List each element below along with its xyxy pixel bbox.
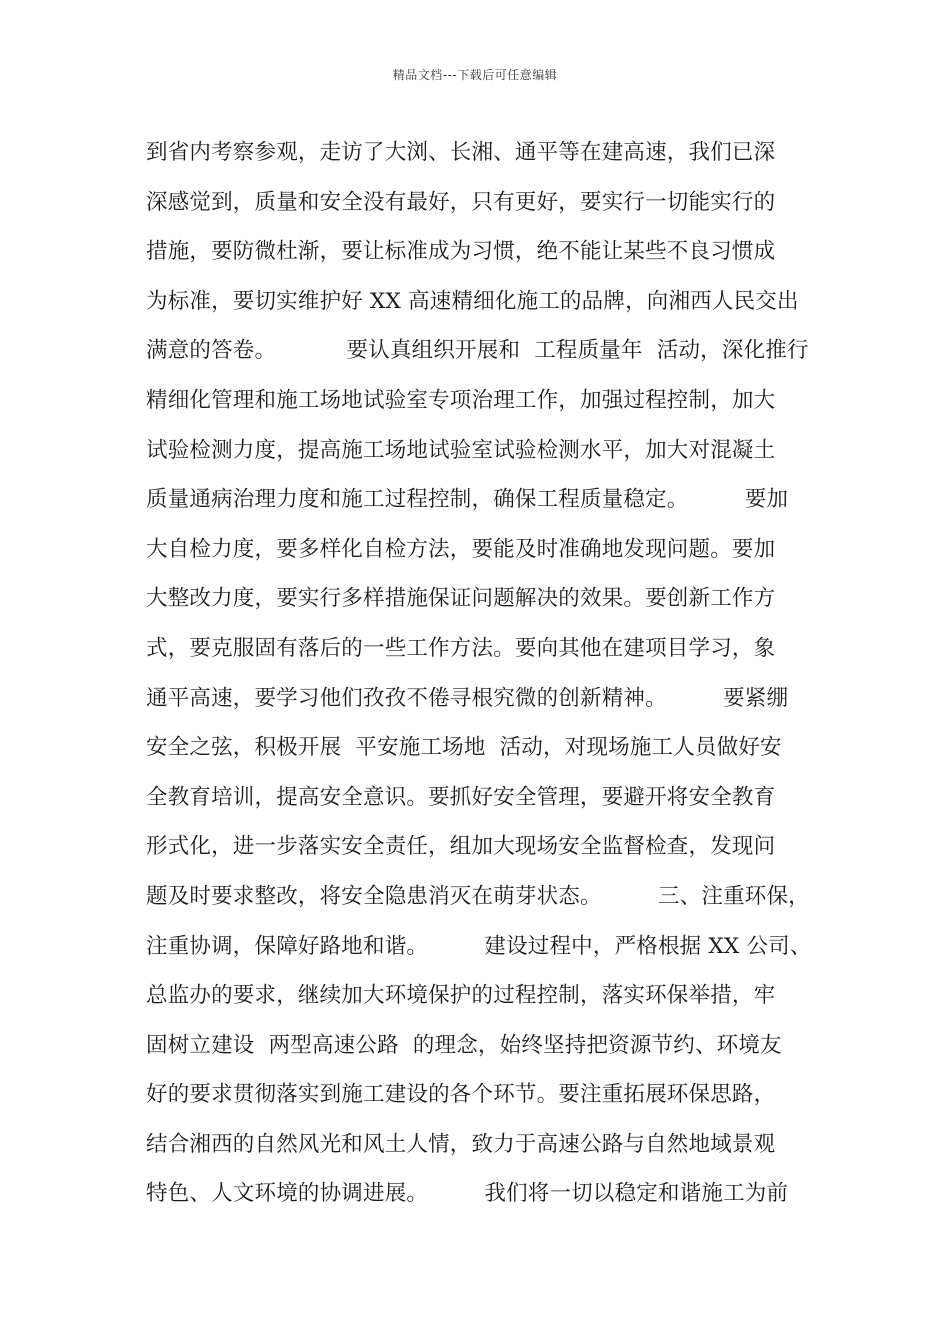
text-line: 总监办的要求，继续加大环境保护的过程控制，落实环保举措，牢 [146,983,776,1009]
text-line: 结合湘西的自然风光和风土人情，致力于高速公路与自然地域景观 [146,1131,776,1157]
text-line: 精细化管理和施工场地试验室专项治理工作，加强过程控制，加大 [146,387,776,413]
text-line: 形式化，进一步落实安全责任，组加大现场安全监督检查，发现问 [146,834,776,860]
text-line: 大整改力度，要实行多样措施保证问题解决的效果。要创新工作方 [146,586,776,612]
page-header: 精品文档---下载后可任意编辑 [392,68,558,82]
text-line: 质量通病治理力度和施工过程控制，确保工程质量稳定。 要加 [146,487,789,513]
text-line: 题及时要求整改，将安全隐患消灭在萌芽状态。 三、注重环保， [146,883,810,909]
text-line: 为标准，要切实维护好 XX 高速精细化施工的品牌，向湘西人民交出 [146,288,799,314]
text-line: 到省内考察参观，走访了大浏、长湘、通平等在建高速，我们已深 [146,140,776,165]
text-line: 安全之弦，积极开展 平安施工场地 活动，对现场施工人员做好安 [146,735,782,761]
text-line: 措施，要防微杜渐，要让标准成为习惯，绝不能让某些不良习惯成 [146,239,776,265]
text-line: 满意的答卷。 要认真组织开展和 工程质量年 活动，深化推行 [146,338,809,364]
text-line: 注重协调，保障好路地和谐。 建设过程中，严格根据 XX 公司、 [146,933,812,959]
text-line: 通平高速，要学习他们孜孜不倦寻根究微的创新精神。 要紧绷 [146,685,789,711]
text-line: 好的要求贯彻落实到施工建设的各个环节。要注重拓展环保思路， [146,1082,776,1108]
text-line: 全教育培训，提高安全意识。要抓好安全管理，要避开将安全教育 [146,784,776,810]
body-text [146,128,826,1219]
text-line: 特色、人文环境的协调进展。 我们将一切以稳定和谐施工为前 [146,1181,789,1207]
text-line: 试验检测力度，提高施工场地试验室试验检测水平，加大对混凝土 [146,437,776,463]
text-line: 固树立建设 两型高速公路 的理念，始终坚持把资源节约、环境友 [146,1032,782,1058]
text-line: 式，要克服固有落后的一些工作方法。要向其他在建项目学习，象 [146,635,776,661]
text-line: 大自检力度，要多样化自检方法，要能及时准确地发现问题。要加 [146,536,776,562]
text-line: 深感觉到，质量和安全没有最好，只有更好，要实行一切能实行的 [146,189,776,215]
